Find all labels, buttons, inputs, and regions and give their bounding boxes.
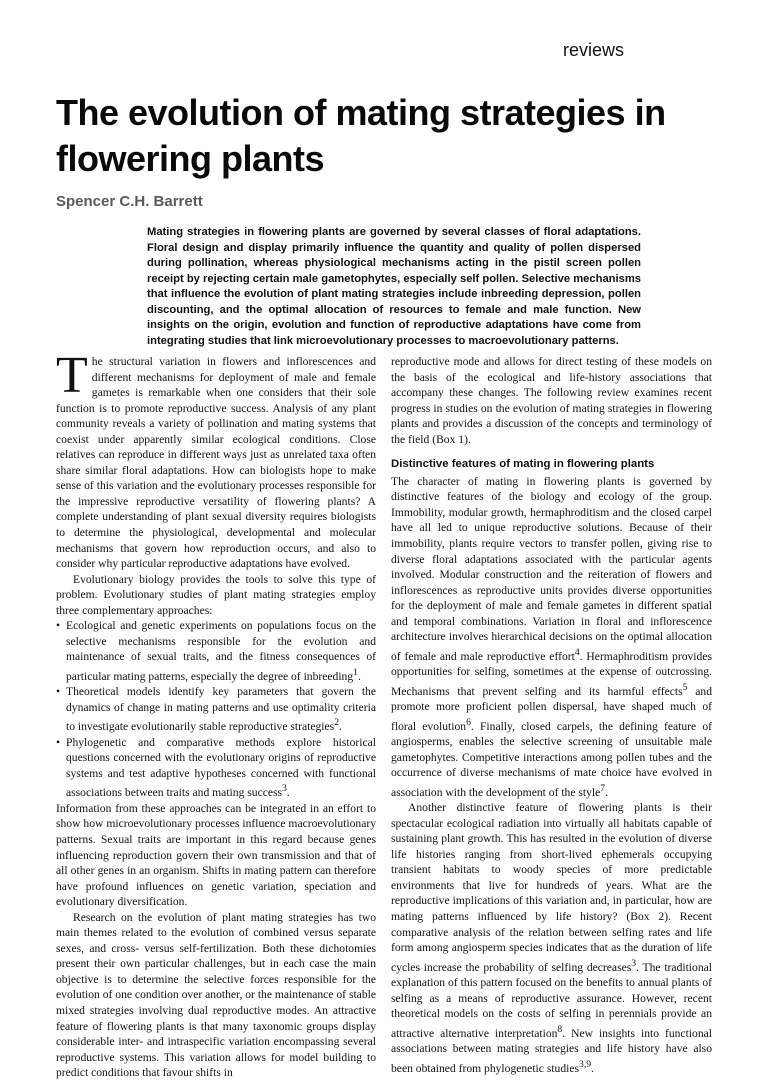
citation-ref[interactable]: 7	[600, 782, 606, 794]
bullet-marker: •	[56, 619, 61, 633]
citation-ref[interactable]: 3	[631, 957, 637, 969]
citation-ref[interactable]: 3	[282, 783, 287, 795]
paragraph-text: Another distinctive feature of flowering plants is their spectacular ecological radiation into virtually all habitats capable of sustaining plant growth. This has resulted in the evolution of diverse life histories ranging from short-lived ephemerals occupying transient habitats to woody species of more predictable environments that live for hundreds of years. What are the reproductive implications of this variation and, in particular, how are mating patterns influenced by life history? (Box 2). Recent comparative analysis of the relation between selfing rates and life form among angiosperm species indicates that as the duration of life cycles increase the probability of selfing decreases	[391, 801, 712, 974]
body-paragraph	[391, 474, 712, 800]
bullet-marker: •	[56, 735, 61, 749]
citation-ref[interactable]: 4	[574, 646, 580, 658]
paragraph-text: . The traditional explanation of this pattern focused on the benefits to annual plants of selfing as a means of reproductive assurance. However, recent theoretical models on the costs of selfing in perennials provide an attractive alternative interpretation	[391, 960, 712, 1040]
citation-ref[interactable]: 2	[334, 717, 340, 729]
section-heading: Distinctive features of mating in flowering plants	[391, 458, 655, 471]
citation-ref[interactable]: 1	[353, 666, 358, 678]
abstract: Mating strategies in flowering plants are governed by several classes of floral adaptations. Floral design and display primarily influence the quantity and quality of pollen dispersed during pollination, whereas physiological mechanisms acting in the pistil screen pollen receipt by rejecting certain male gametophytes, especially self pollen. Selective mechanisms that influence the evolution of plant mating strategies include inbreeding depression, pollen discounting, and the optimal allocation of resources to female and male function. New insights on the origin, evolution and function of reproductive adaptations have come from integrating studies that link microevolutionary processes to macroevolutionary patterns.	[147, 226, 641, 347]
citation-ref[interactable]: 3,9	[579, 1058, 592, 1070]
citation-ref[interactable]: 6	[466, 716, 471, 728]
body-paragraph: Research on the evolution of plant mating strategies has two main themes related to the evolution of combined versus separate sexes, and cross- versus self-fertilization. Both these dichotomies present their own particular challenges, but in each case the main objective is to determine the selective forces responsible for the evolution of one condition over another, or the maintenance of stable mixed strategies involving dual reproductive modes. An attractive feature of flowering plants is that many taxonomic groups display considerable inter- and intraspecific variation encompassing several reproductive systems. This variation allows for model building to predict conditions that favour shifts in	[56, 910, 376, 1080]
paragraph-text: and promote more proficient pollen dispersal, have shaped much of floral evolution	[391, 684, 712, 733]
list-item	[56, 618, 376, 684]
intro-text: he structural variation in flowers and inflorescences and different mechanisms for deployment of male and female gametes is remarkable when one considers that their sole function is to promote reproductive success. Analysis of any plant community reveals a variety of pollination and mating systems that coexist under apparently similar ecological conditions. Close relatives can reproduce in different ways just as unrelated taxa often share similar floral adaptations. How can biologists hope to make sense of this variation and the evolutionary processes responsible for the impressive reproductive versatility of flowering plants? A complete understanding of plant sexual diversity requires biologists to determine the physiological, developmental and molecular mechanisms that govern how reproduction occurs, and also to consider why particular reproductive adaptations have evolved.	[56, 355, 376, 571]
paragraph-text: . Finally, closed carpels, the defining feature of angiosperms, enables the selective screening of unsuitable male gametophytes. Competitive interactions among pollen tubes and the occurrence of diverse mechanisms of mate choice have evolved in association with the development of the style	[391, 719, 712, 799]
right-column	[391, 354, 712, 1076]
bullet-marker: •	[56, 685, 61, 699]
body-paragraph: reproductive mode and allows for direct testing of these models on the basis of the ecological and life-history associations that accompany these changes. The following review examines recent progress in studies on the evolution of mating strategies in flowering plants and provides a discussion of the concepts and terminology of the field (Box 1).	[391, 355, 712, 446]
body-paragraph: Evolutionary biology provides the tools to solve this type of problem. Evolutionary studies of plant mating strategies employ three complementary approaches:	[56, 572, 376, 617]
drop-cap: T	[56, 347, 88, 404]
body-paragraph	[391, 800, 712, 1076]
list-item-end: .	[286, 786, 290, 800]
list-item-text: Theoretical models identify key parameters that govern the dynamics of change in mating patterns and use optimality criteria to investigate evolutionarily stable reproductive strategies	[66, 685, 376, 734]
list-item-end: .	[339, 720, 342, 734]
paragraph-text: The character of mating in flowering plants is governed by distinctive features of the biology and ecology of the group. Immobility, modular growth, hermaphroditism and the closed carpel have all led to unique reproductive solutions. Because of their immobility, plants require vectors to transfer pollen, giving rise to diverse floral adaptations associated with the particular agents involved. Modular construction and the reiteration of flowers and inflorescences as reproductive units provides diverse opportunities for the deployment of male and female gametes in different spatial and temporal combinations. Variation in floral and inflorescence architecture involves hierarchical decisions on the optimal allocation of female and male reproductive effort	[391, 474, 712, 663]
paragraph-text: . New insights into functional associations between mating strategies and life history have also been obtained from phylogenetic studies	[391, 1026, 712, 1075]
citation-ref[interactable]: 8	[557, 1023, 563, 1035]
body-paragraph: Information from these approaches can be integrated in an effort to show how microevolutionary processes influence macroevolutionary patterns. Sexual traits are important in this regard because genes influencing reproduction govern their own transmission and that of all other genes in an organism. Shifts in mating pattern can therefore have profound influences on genetic variation, speciation and evolutionary diversification.	[56, 801, 376, 909]
left-column	[56, 347, 376, 1081]
list-item-end: .	[357, 669, 361, 683]
paragraph-text: . Hermaphroditism provides opportunities for selfing, sometimes at the expense of outcrossing. Mechanisms that prevent selfing and its harmful effects	[391, 649, 712, 698]
author-name: Spencer C.H. Barrett	[56, 193, 203, 210]
intro-paragraph	[56, 347, 376, 572]
paragraph-text: .	[605, 785, 609, 799]
list-item	[56, 735, 376, 801]
list-item-text: Phylogenetic and comparative methods explore historical questions concerned with the evolutionary origins of reproductive systems and test adaptive hypotheses concerned with functional associations between traits and mating success	[66, 735, 376, 800]
article-title: The evolution of mating strategies in flowering plants	[56, 92, 666, 179]
list-item	[56, 684, 376, 735]
approaches-list	[56, 618, 376, 801]
list-item-text: Ecological and genetic experiments on populations focus on the selective mechanisms responsible for the evolution and maintenance of sexual traits, and the fitness consequences of particular mating patterns, especially the degree of inbreeding	[66, 619, 376, 683]
citation-ref[interactable]: 5	[682, 681, 688, 693]
section-label: reviews	[563, 40, 625, 60]
paragraph-text: .	[591, 1061, 595, 1075]
